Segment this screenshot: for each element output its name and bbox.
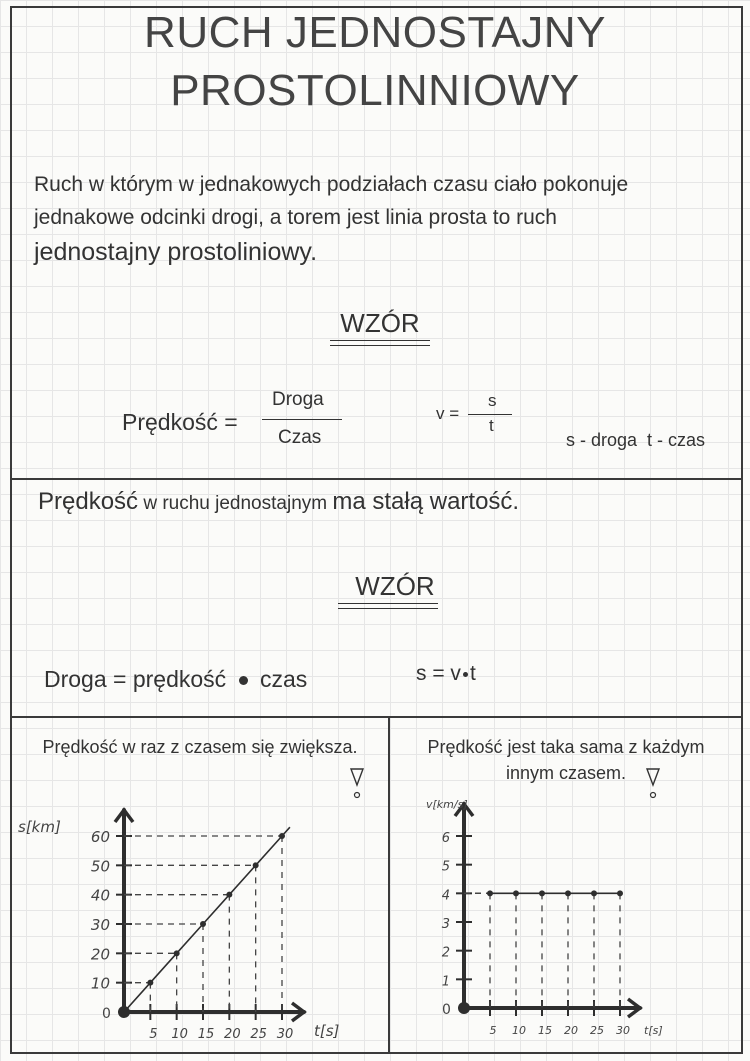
distance-formula-left: Droga = prędkość — [44, 666, 227, 692]
y-tick-label: 1 — [441, 974, 450, 990]
x-axis-label: t[s] — [314, 1022, 340, 1040]
x-tick-label: 5 — [149, 1027, 158, 1042]
formula-heading-1: WZÓR — [340, 308, 420, 338]
title-line-2: PROSTOLINNIOWY — [170, 66, 580, 115]
v-numerator: s — [488, 391, 497, 410]
y-tick-label: 30 — [90, 916, 110, 934]
x-tick-label: 25 — [250, 1027, 267, 1042]
x-tick-label: 10 — [171, 1027, 188, 1042]
speed-time-graph — [392, 790, 740, 1052]
symbols-left: s = v — [416, 662, 461, 685]
multiply-dot-icon — [239, 676, 248, 685]
definition-line-2: jednakowe odcinki drogi, a torem jest linia prosta to ruch — [34, 206, 557, 229]
right-graph-caption-line-2: innym czasem. — [505, 763, 627, 783]
small-dot-icon — [463, 672, 468, 677]
data-point — [617, 890, 623, 896]
y-tick-label: 4 — [441, 888, 450, 904]
definition-text — [34, 168, 724, 269]
y-axis-label: v[km/s] — [426, 798, 468, 811]
data-point — [253, 862, 259, 868]
right-graph-caption-line-1: Prędkość jest taka sama z każdym — [427, 737, 705, 757]
title-line-1: RUCH JEDNOSTAJNY — [144, 8, 606, 57]
definition-line-3: jednostajny prostoliniowy. — [34, 238, 318, 266]
statement-middle: w ruchu jednostajnym — [138, 493, 333, 514]
data-point — [487, 890, 493, 896]
data-point — [513, 890, 519, 896]
distance-formula-symbols — [416, 662, 476, 686]
x-tick-label: 10 — [512, 1024, 526, 1037]
constant-speed-statement — [38, 488, 519, 516]
variable-legend: s - droga t - czas — [566, 430, 706, 450]
x-tick-label: 15 — [197, 1027, 215, 1042]
x-tick-label: 5 — [489, 1024, 497, 1037]
data-point — [539, 890, 545, 896]
y-tick-label: 50 — [90, 857, 110, 876]
y-axis-label: s[km] — [18, 818, 61, 836]
formula-heading-2: WZÓR — [355, 571, 435, 601]
distance-formula-words — [44, 666, 307, 693]
left-graph-caption: Prędkość w raz z czasem się zwiększa. — [42, 737, 358, 757]
x-tick-label: 25 — [590, 1024, 604, 1037]
x-tick-label: 20 — [224, 1027, 241, 1042]
fraction-bar — [262, 419, 342, 420]
y-tick-label: 10 — [90, 974, 110, 993]
y-tick-label: 5 — [441, 859, 450, 875]
distance-time-graph — [14, 800, 386, 1052]
y-tick-label: 60 — [90, 828, 110, 846]
data-point — [226, 892, 232, 898]
origin-label: 0 — [102, 1006, 111, 1022]
y-tick-label: 2 — [441, 945, 450, 961]
heading-1-underline-top — [330, 340, 430, 341]
y-tick-label: 40 — [90, 886, 110, 905]
distance-formula-right: czas — [259, 666, 308, 692]
x-tick-label: 20 — [564, 1024, 578, 1037]
light-bulb-icon — [349, 767, 365, 801]
origin-dot — [458, 1002, 470, 1014]
y-tick-label: 20 — [90, 945, 110, 964]
data-point — [591, 890, 597, 896]
v-denominator: t — [489, 416, 494, 435]
data-point — [200, 921, 206, 927]
y-tick-label: 6 — [441, 831, 450, 846]
data-point — [279, 833, 285, 839]
v-fraction-bar — [468, 414, 512, 415]
heading-2-underline-top — [338, 603, 438, 604]
speed-label: Prędkość = — [122, 409, 238, 435]
symbols-right: t — [469, 662, 476, 685]
v-label: v = — [436, 404, 460, 423]
heading-2-underline-bottom — [338, 608, 438, 609]
statement-end: ma stałą wartość. — [332, 488, 520, 515]
data-point — [565, 890, 571, 896]
definition-line-1: Ruch w którym w jednakowych podziałach czasu ciało pokonuje — [34, 173, 629, 196]
fraction-numerator: Droga — [272, 389, 324, 410]
origin-label: 0 — [442, 1002, 451, 1018]
x-axis-label: t[s] — [644, 1024, 663, 1037]
fraction-denominator: Czas — [278, 427, 322, 448]
x-tick-label: 30 — [616, 1024, 630, 1037]
y-tick-label: 3 — [441, 917, 450, 932]
data-point — [147, 980, 153, 986]
heading-1-underline-bottom — [330, 345, 430, 346]
x-tick-label: 30 — [276, 1027, 294, 1042]
statement-word-predkosc: Prędkość — [38, 488, 139, 515]
data-point — [174, 950, 180, 956]
x-tick-label: 15 — [538, 1024, 552, 1037]
